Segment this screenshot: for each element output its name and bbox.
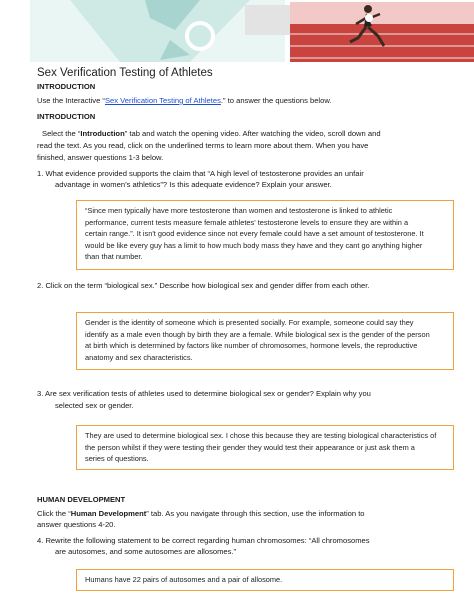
intro-heading-2: INTRODUCTION	[37, 112, 96, 121]
select-para-line-3: finished, answer questions 1-3 below.	[37, 153, 164, 162]
interactive-link[interactable]: Sex Verification Testing of Athletes	[104, 96, 221, 105]
answer-box-3[interactable]	[76, 425, 454, 470]
question-4-line-2: are autosomes, and some autosomes are allosomes.”	[55, 547, 237, 556]
intro-instruction-after: .” to answer the questions below.	[220, 96, 332, 105]
question-3-line-2: selected sex or gender.	[55, 401, 134, 410]
answer-1-line: would be like every guy has a limit to how much body mass they have and they cant go anything higher	[85, 240, 423, 250]
answer-box-2[interactable]	[76, 312, 454, 370]
answer-3-line: They are used to determine biological sex. I chose this because they are testing biological characteristics of	[85, 431, 437, 440]
answer-1-line: “Since men typically have more testosterone than women and testosterone is linked to athletic	[85, 206, 393, 215]
hd-para-line-1	[37, 508, 365, 519]
header-banner-image	[0, 0, 474, 62]
select-para-line-1	[42, 128, 381, 139]
answer-2-line: Gender is the identity of someone which is presented socially. For example, someone could say they	[85, 318, 414, 327]
human-development-tab-name: Human Development	[70, 509, 147, 518]
answer-box-1[interactable]	[76, 200, 454, 270]
hd-para-text: Click the “	[37, 509, 71, 518]
introduction-tab-name: Introduction	[80, 129, 125, 138]
answer-3-line: the person whilst if they were testing their gender they would test their appearance or just ask them a	[85, 442, 415, 452]
question-1-line-2: advantage in women’s athletics”? Is this adequate evidence? Explain your answer.	[55, 180, 332, 189]
question-1-line-1: 1. What evidence provided supports the claim that “A high level of testosterone provides an unfair	[37, 169, 364, 178]
answer-3-line: series of questions.	[85, 454, 149, 464]
page-title: Sex Verification Testing of Athletes	[37, 67, 213, 79]
question-4-line-1: 4. Rewrite the following statement to be correct regarding human chromosomes: “All chromosomes	[37, 536, 370, 545]
select-para-text-rest: ” tab and watch the opening video. After watching the video, scroll down and	[124, 129, 381, 138]
answer-1-line: performance, current tests measure female athletes' testosterone levels to ensure they are within a	[85, 217, 409, 227]
intro-instruction	[37, 95, 332, 106]
answer-4-line: Humans have 22 pairs of autosomes and a pair of allosome.	[85, 575, 283, 584]
question-2: 2. Click on the term “biological sex.” Describe how biological sex and gender differ from each other.	[37, 281, 370, 290]
answer-2-line: identify as a male even though by birth they are a female. While biological sex is the gender of the person	[85, 329, 430, 339]
hd-para-line-2: answer questions 4-20.	[37, 520, 116, 529]
select-para-text: Select the “	[42, 129, 81, 138]
answer-1-line: certain range.”. It isn't good evidence since not every female could have a set amount of testosterone. It	[85, 229, 424, 239]
hd-para-text-rest: ” tab. As you navigate through this section, use the information to	[146, 509, 365, 518]
intro-heading: INTRODUCTION	[37, 82, 96, 91]
answer-2-line: at birth which is determined by factors like number of chromosomes, hormone levels, the reproductive	[85, 341, 418, 351]
intro-instruction-before: Use the Interactive “	[37, 96, 105, 105]
question-3-line-1: 3. Are sex verification tests of athletes used to determine biological sex or gender? Explain why you	[37, 389, 371, 398]
human-development-heading: HUMAN DEVELOPMENT	[37, 495, 126, 504]
answer-2-line: anatomy and sex characteristics.	[85, 352, 193, 362]
answer-box-4[interactable]	[76, 569, 454, 591]
select-para-line-2: read the text. As you read, click on the underlined terms to learn more about them. When you have	[37, 141, 369, 150]
answer-1-line: than that number.	[85, 252, 143, 262]
